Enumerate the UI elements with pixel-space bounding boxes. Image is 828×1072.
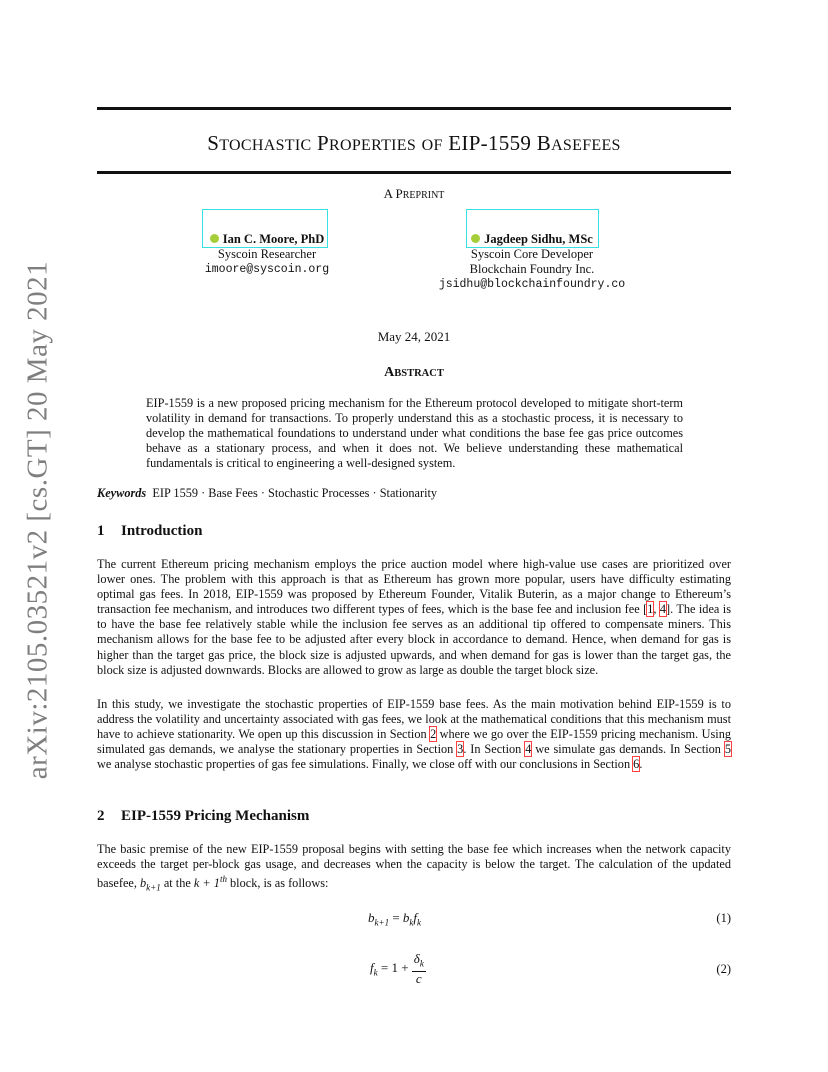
paper-date: May 24, 2021 bbox=[377, 329, 451, 344]
author-1-affiliation: Syscoin Researcher bbox=[217, 247, 317, 261]
author-2-email[interactable]: jsidhu@blockchainfoundry.co bbox=[438, 278, 626, 291]
arxiv-stamp bbox=[21, 260, 54, 780]
section-2-heading: 2 EIP-1559 Pricing Mechanism bbox=[97, 808, 310, 824]
keywords-text: EIP 1559 · Base Fees · Stochastic Processes · Stationarity bbox=[152, 486, 438, 500]
citation-link[interactable]: 4 bbox=[659, 602, 666, 617]
keywords-label: Keywords bbox=[97, 486, 147, 500]
keywords bbox=[97, 486, 731, 501]
section-link[interactable]: 5 bbox=[724, 742, 731, 757]
title-rule-bottom bbox=[97, 171, 731, 174]
equation-2-fraction: $\frac{\delta_k}{c}$ bbox=[413, 951, 424, 986]
equation-1-number: (1) bbox=[716, 911, 731, 925]
author-1-name-line[interactable]: Ian C. Moore, PhD bbox=[160, 232, 374, 247]
author-1-email[interactable]: imoore@syscoin.org bbox=[204, 263, 330, 276]
section-1-paragraph-2: In this study, we investigate the stochastic properties of EIP-1559 base fees. As the main motivation behind EIP-1559 is to address the volatility and uncertainty associated with gas fees, we look at the mathematical conditions that this mechanism must have to achieve stationarity. We open up this discussion in Section 2 where we go over the EIP-1559 pricing mechanism. Using simulated gas demands, we analyse the stationary properties in Section 3. In Section 4 we simulate gas demands. In Section 5 we analyse stochastic properties of gas fee simulations. Finally, we close off with our conclusions in Section 6. bbox=[97, 697, 731, 772]
abstract-text: EIP-1559 is a new proposed pricing mechanism for the Ethereum protocol developed to mitigate short-term volatility in demand for transactions. To properly understand this as a stochastic process, it is necessary to develop the mathematical foundations to understand under what conditions the base fee gas price outcomes behave as a stationary process, and when it does not. We believe understanding these mathematical fundamentals is critical to engineering a well-designed system. bbox=[146, 396, 683, 470]
author-1 bbox=[160, 232, 374, 277]
section-link[interactable]: 3 bbox=[457, 742, 464, 757]
paper-title: STOCHASTIC PROPERTIES OF EIP-1559 BASEFEES bbox=[207, 131, 621, 155]
author-2-affiliation: Syscoin Core Developer bbox=[470, 247, 594, 261]
orcid-icon bbox=[471, 234, 480, 243]
author-2 bbox=[418, 232, 646, 292]
section-link[interactable]: 4 bbox=[525, 742, 532, 757]
abstract-heading: ABSTRACT bbox=[384, 365, 444, 380]
equation-2-number: (2) bbox=[716, 962, 731, 976]
citation-link[interactable]: 1 bbox=[647, 602, 654, 617]
section-link[interactable]: 2 bbox=[430, 727, 437, 742]
orcid-icon bbox=[210, 234, 219, 243]
preprint-label: A PREPRINT bbox=[383, 186, 445, 201]
section-link[interactable]: 6 bbox=[633, 757, 640, 772]
equation-2: $f_k = 1$ + $\frac{\delta_k}{c}$ bbox=[370, 951, 424, 986]
section-1-heading: 1 Introduction bbox=[97, 523, 203, 539]
arxiv-stamp-text: arXiv:2105.03521v2 [cs.GT] 20 May 2021 bbox=[21, 260, 54, 780]
title-rule-top bbox=[97, 107, 731, 110]
author-2-name-line[interactable]: Jagdeep Sidhu, MSc bbox=[418, 232, 646, 247]
section-1-paragraph-1: The current Ethereum pricing mechanism employs the price auction model where high-value use cases are prioritized over lower ones. The problem with this approach is that as Ethereum has grown more popular, users have difficulty estimating optimal gas fees. In 2018, EIP-1559 was proposed by Ethereum Founder, Vitalik Buterin, as a major change to Ethereum’s transaction fee mechanism, and introduces two different types of fees, which is the base fee and inclusion fee [1, 4]. The idea is to have the base fee relatively stable while the inclusion fee serves as an additional tip offered to compensate miners. This mechanism allows for the base fee to be adjusted after every block in accordance to demand. Hence, when demand for gas is higher than the target gas price, the block size is adjusted upwards, and when demand for gas is lower than the target gas, the block size is adjusted downwards. Blocks are allowed to grow as large as double the target block size. bbox=[97, 557, 731, 677]
equation-1: $b_{k+1} = b_kf_k$ bbox=[368, 910, 422, 928]
author-2-affiliation-2: Blockchain Foundry Inc. bbox=[469, 262, 595, 276]
section-2-paragraph-1: The basic premise of the new EIP-1559 proposal begins with setting the base fee which increases when the network capacity exceeds the target per-block gas usage, and decreases when the capacity is below the target. The calculation of the updated basefee, $b_{k+1}$ at the k + 1th block, is as follows: bbox=[97, 842, 731, 893]
